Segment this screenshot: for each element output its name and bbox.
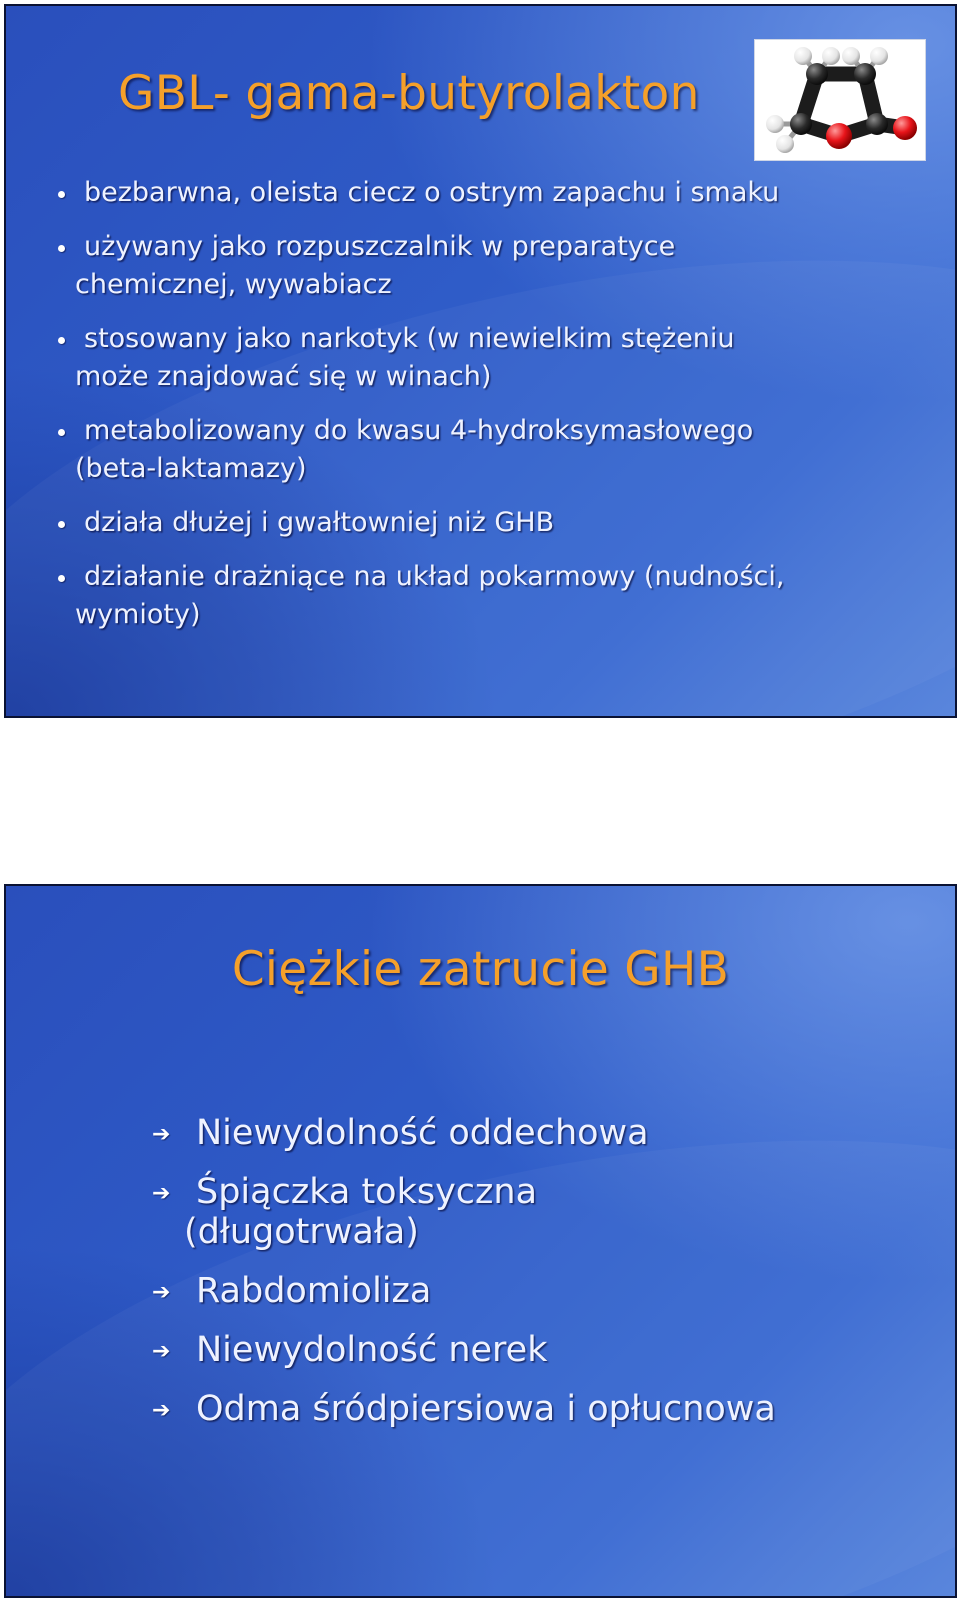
slide-ghb-poisoning — [4, 884, 957, 1598]
list-item: metabolizowany do kwasu 4-hydroksymasłowego (beta-laktamazy) — [6, 412, 955, 488]
arrow-right-icon: ➔ — [152, 1398, 171, 1423]
bullet-dot-icon — [58, 575, 65, 582]
arrow-right-icon: ➔ — [152, 1280, 171, 1305]
bullet-dot-icon — [58, 191, 65, 198]
list-item: ➔ Niewydolność oddechowa — [152, 1113, 649, 1153]
slide-title: GBL- gama-butyrolakton — [118, 66, 700, 121]
bullet-list — [6, 174, 955, 650]
bullet-dot-icon — [58, 337, 65, 344]
arrow-right-icon: ➔ — [152, 1122, 171, 1147]
bullet-dot-icon — [58, 429, 65, 436]
list-item: ➔ Rabdomioliza — [152, 1271, 432, 1311]
bullet-dot-icon — [58, 245, 65, 252]
gbl-molecule-image — [754, 39, 926, 161]
list-item: stosowany jako narkotyk (w niewielkim stężeniu może znajdować się w winach) — [6, 320, 955, 396]
list-item: działanie drażniące na układ pokarmowy (nudności, wymioty) — [6, 558, 955, 634]
list-item: ➔ Śpiączka toksyczna (długotrwała) — [152, 1172, 538, 1252]
arrow-right-icon: ➔ — [152, 1339, 171, 1364]
list-item: ➔ Odma śródpiersiowa i opłucnowa — [152, 1389, 776, 1429]
list-item: używany jako rozpuszczalnik w preparatyce chemicznej, wywabiacz — [6, 228, 955, 304]
list-item: działa dłużej i gwałtowniej niż GHB — [6, 504, 955, 542]
molecule-icon — [755, 40, 925, 160]
slide-title: Ciężkie zatrucie GHB — [231, 942, 730, 997]
arrow-list — [6, 1113, 955, 1448]
slide-gbl — [4, 4, 957, 718]
list-item: bezbarwna, oleista ciecz o ostrym zapachu i smaku — [6, 174, 955, 212]
list-item: ➔ Niewydolność nerek — [152, 1330, 548, 1370]
bullet-dot-icon — [58, 521, 65, 528]
arrow-right-icon: ➔ — [152, 1181, 171, 1206]
